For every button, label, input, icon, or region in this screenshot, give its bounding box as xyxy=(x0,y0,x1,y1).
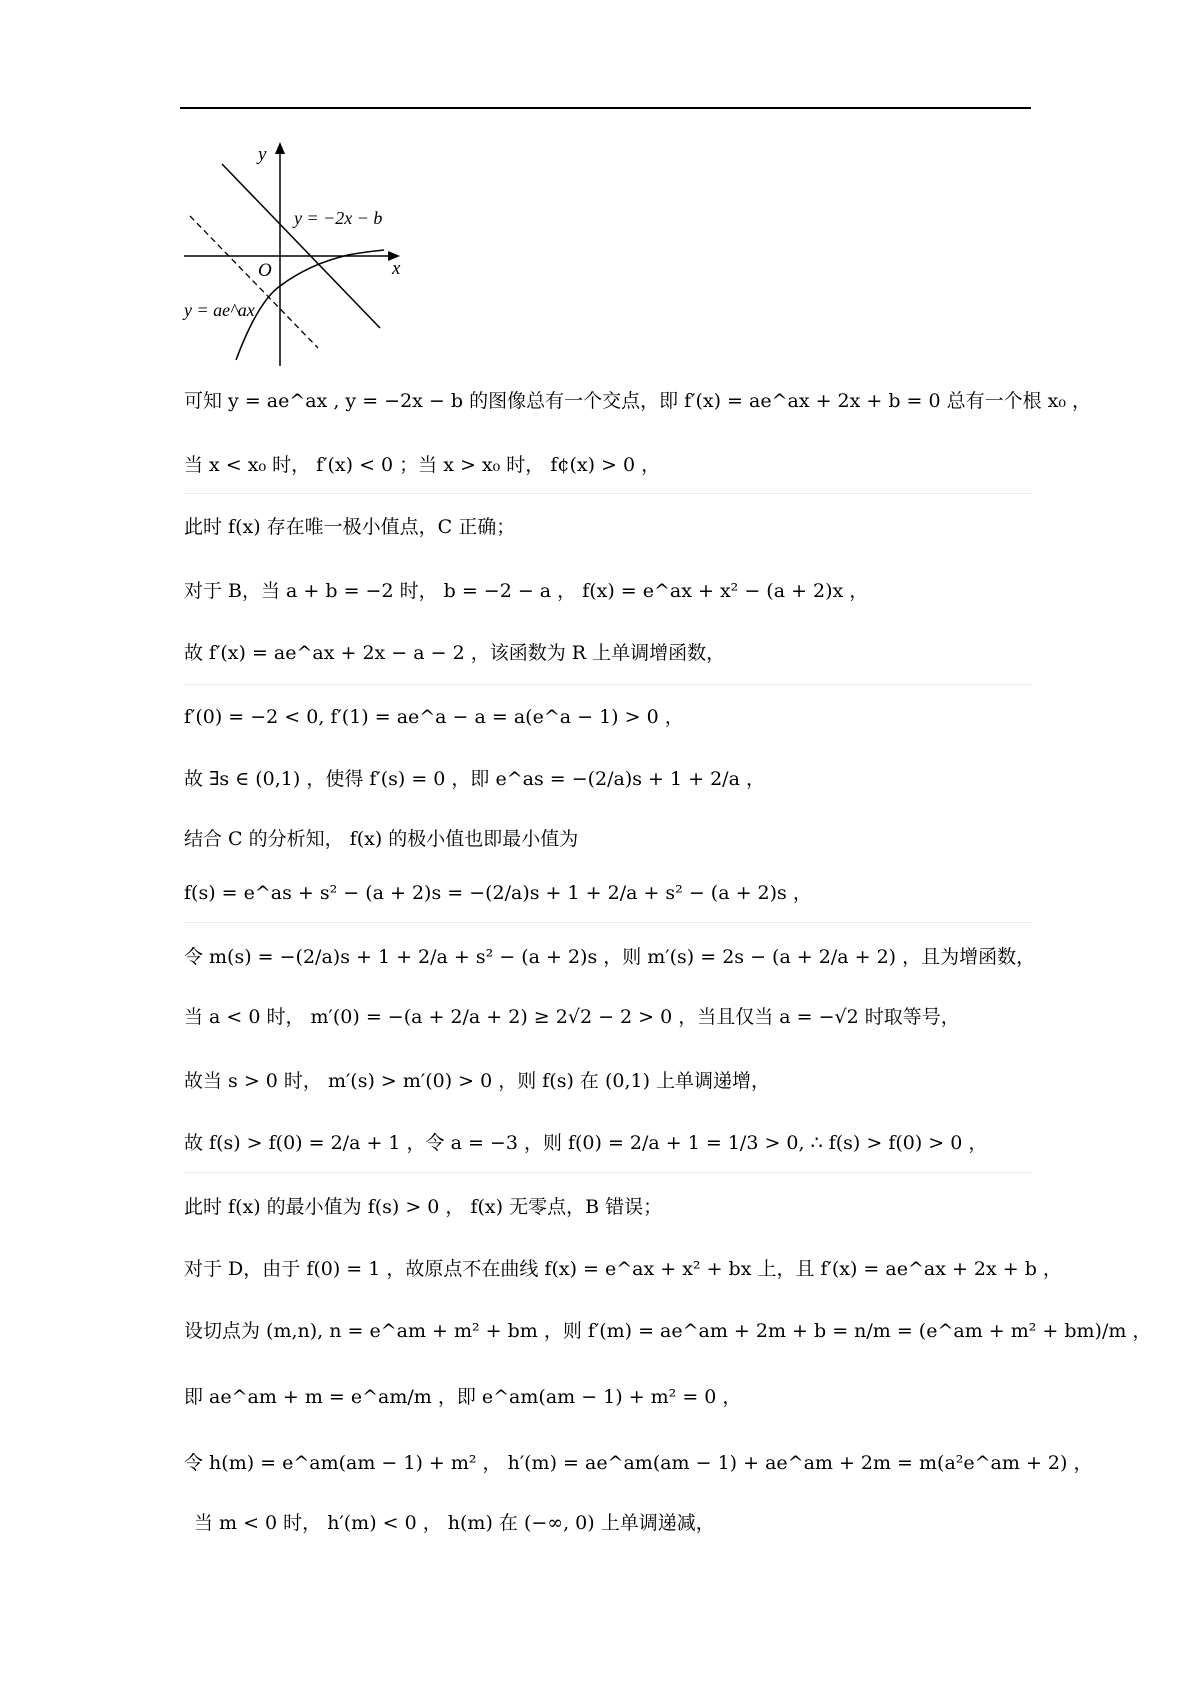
dotted-divider xyxy=(184,493,1031,494)
curve-label: y = ae^ax xyxy=(184,300,255,320)
text-line-18: 令 h(m) = e^am(am − 1) + m² ， h′(m) = ae^am(am − 1) + ae^am + 2m = m(a²e^am + 2) ， xyxy=(184,1452,1093,1474)
text-line-13: 故 f(s) > f(0) = 2/a + 1 ，令 a = −3 ，则 f(0) = 2/a + 1 = 1/3 > 0, ∴ f(s) > f(0) > 0 ， xyxy=(184,1132,988,1154)
text-line-19: 当 m < 0 时， h′(m) < 0 ， h(m) 在 (−∞, 0) 上单调递减， xyxy=(194,1512,715,1534)
text-line-15: 对于 D，由于 f(0) = 1 ，故原点不在曲线 f(x) = e^ax + x² + bx 上，且 f′(x) = ae^ax + 2x + b ， xyxy=(184,1258,1062,1280)
y-axis-label: y xyxy=(258,144,267,165)
text-line-10: 令 m(s) = −(2/a)s + 1 + 2/a + s² − (a + 2)s ，则 m′(s) = 2s − (a + 2/a + 2) ，且为增函数， xyxy=(184,946,1036,968)
text-line-9: f(s) = e^as + s² − (a + 2)s = −(2/a)s + 1 + 2/a + s² − (a + 2)s ， xyxy=(184,882,812,904)
text-line-2: 当 x < x₀ 时， f′(x) < 0 ；当 x > x₀ 时， f¢(x) > 0 ， xyxy=(184,454,661,476)
header-rule xyxy=(180,107,1031,109)
text-line-3: 此时 f(x) 存在唯一极小值点，C 正确； xyxy=(184,516,516,538)
dotted-divider xyxy=(184,684,1031,685)
dashed-tangent-line xyxy=(190,216,318,348)
text-line-6: f′(0) = −2 < 0, f′(1) = ae^a − a = a(e^a − 1) > 0 ， xyxy=(184,706,684,728)
text-line-14: 此时 f(x) 的最小值为 f(s) > 0 ， f(x) 无零点，B 错误； xyxy=(184,1196,663,1218)
text-line-5: 故 f′(x) = ae^ax + 2x − a − 2 ，该函数为 R 上单调增函数， xyxy=(184,642,726,664)
line-label: y = −2x − b xyxy=(294,208,383,228)
dotted-divider xyxy=(184,922,1031,923)
text-line-16: 设切点为 (m,n), n = e^am + m² + bm ，则 f′(m) = ae^am + 2m + b = n/m = (e^am + m² + bm)/m ， xyxy=(184,1320,1152,1342)
x-axis-label: x xyxy=(392,258,401,279)
text-line-4: 对于 B，当 a + b = −2 时， b = −2 − a ， f(x) = e^ax + x² − (a + 2)x ， xyxy=(184,580,869,602)
text-line-12: 故当 s > 0 时， m′(s) > m′(0) > 0 ，则 f(s) 在 (0,1) 上单调递增， xyxy=(184,1070,771,1092)
text-line-1: 可知 y = ae^ax , y = −2x − b 的图像总有一个交点，即 f′(x) = ae^ax + 2x + b = 0 总有一个根 x₀ ， xyxy=(184,390,1092,412)
text-line-11: 当 a < 0 时， m′(0) = −(a + 2/a + 2) ≥ 2√2 − 2 > 0 ，当且仅当 a = −√2 时取等号， xyxy=(184,1006,960,1028)
origin-label: O xyxy=(258,260,272,281)
text-line-7: 故 ∃s ∈ (0,1) ，使得 f′(s) = 0 ，即 e^as = −(2/a)s + 1 + 2/a ， xyxy=(184,768,765,790)
function-graph-figure xyxy=(178,138,414,370)
y-axis-arrow xyxy=(275,142,285,154)
text-line-8: 结合 C 的分析知， f(x) 的极小值也即最小值为 xyxy=(184,828,579,850)
dotted-divider xyxy=(184,1172,1031,1173)
text-line-17: 即 ae^am + m = e^am/m ，即 e^am(am − 1) + m² = 0 ， xyxy=(184,1386,742,1408)
